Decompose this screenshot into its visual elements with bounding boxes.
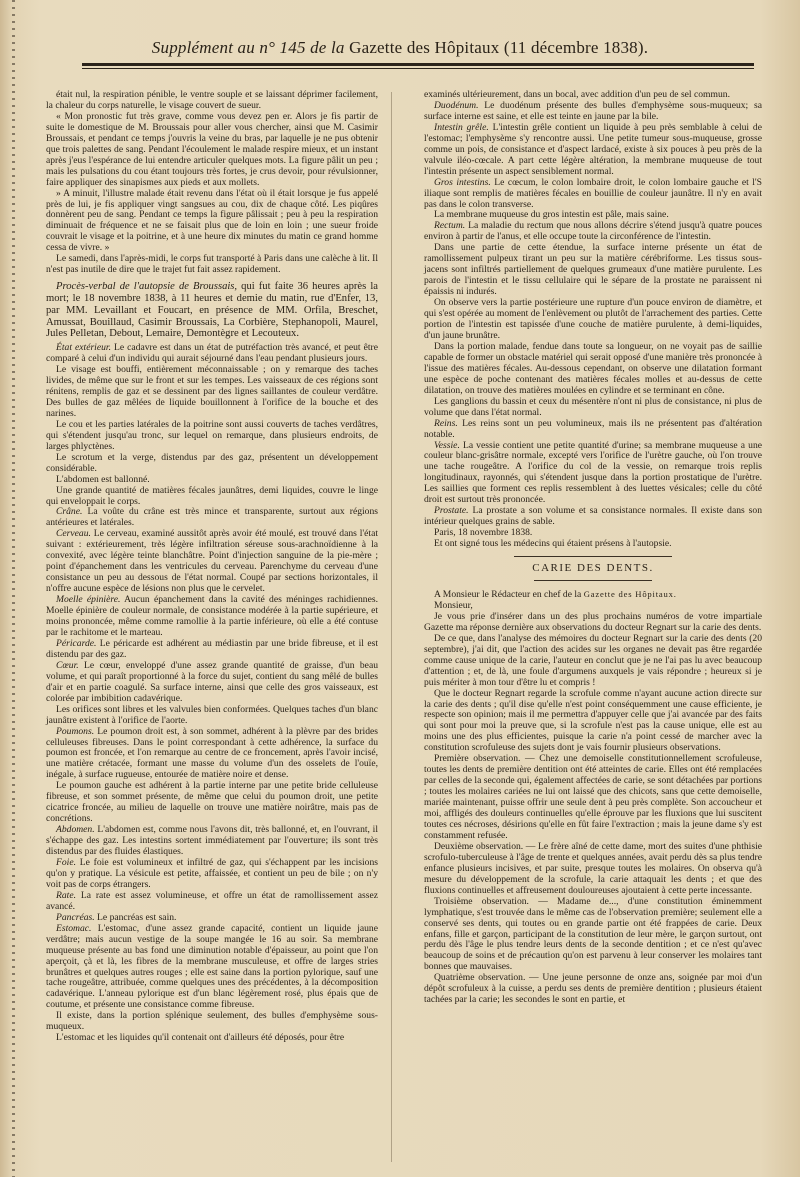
paragraph [424, 419, 762, 441]
section-label: Intestin grêle. [434, 121, 489, 133]
paragraph: L'abdomen est ballonné. [56, 473, 150, 485]
paragraph: De ce que, dans l'analyse des mémoires du docteur Regnart sur la carie des dents (20 septembre), j'ai dit, que l'action des acides sur les organes ne devait pas être regardée comme cause unique de la carie, l'auteur en conclut que je ne l'ai pas lu avec beaucoup d'attention ; et, de là, une foule d'argumens auxquels je vais répondre ; heureux si je puis mériter à mon tour d'être lu et compris ! [424, 632, 762, 688]
section-label: Crâne. [56, 506, 83, 518]
left-column [46, 90, 378, 1044]
paragraph: Troisième observation. — Madame de..., d'une constitution éminemment lymphatique, s'est trouvée dans le même cas de l'observation première; seulement elle a conservé ses dents, qui toutes ou en grande partie ont été frappées de carie. Deux enfans, fille et garçon, participant de la constitution de leur mère, le garçon surtout, ont perdu dès l'âge le plus tendre leurs dents de la seconde dentition ; et ce n'est qu'avec beaucoup de soins et de précaution qu'on est parvenu à leur conserver les molaires tant bonnes que mauvaises. [424, 895, 762, 973]
article-title: CARIE DES DENTS. [532, 562, 654, 575]
page-header [0, 38, 800, 58]
section-text: Aucun épanchement dans la cavité des méninges rachidiennes. Moelle épinière de couleur normale, de consistance modérée à la partie supérieure, et moins prononcée, même comme ramollie à la partie inférieure, où elle a été contuse par le rachitome et le marteau. [46, 594, 378, 638]
paragraph: Le visage est bouffi, entièrement méconnaissable ; on y remarque des taches livides, de même que sur le front et sur les tempes. Les vaisseaux de ces régions sont rénitens, remplis de gaz et se dessinent par des lignes saillantes de couleur verdâtre. Des bulles de gaz mêlées de liquide bouillonnent à l'orifice de la bouche et des narines. [46, 364, 378, 419]
paragraph: Les orifices sont libres et les valvules bien conformées. Quelques taches d'un blanc jaunâtre existent à l'orifice de l'aorte. [46, 703, 378, 726]
section-text: Le péricarde est adhérent au médiastin par une bride fibreuse, et il est distendu par des gaz. [46, 637, 378, 660]
section-text: Le cœcum, le colon lombaire droit, le colon lombaire gauche et l'S iliaque sont remplis de matières fécales en bouillie de couleur jaunâtre. Il n'y en avait pas dans le colon transverse. [424, 176, 762, 210]
section-text: La rate est assez volumineuse, et offre un état de ramollissement assez avancé. [46, 889, 378, 912]
section-text: Le cœur, enveloppé d'une assez grande quantité de graisse, d'un beau volume, et qui paraît proportionné à la force du sujet, contient du sang mêlé de bulles d'air et en partie coagulé. Sa surface interne, ainsi que celle des gros vaisseaux, est colorée par imbibition cadavérique. [46, 659, 379, 704]
report-date: Paris, 18 novembre 1838. [434, 527, 533, 539]
section-text: Le foie est volumineux et infiltré de gaz, qui s'échappent par les incisions qu'on y pratique. La vésicule est petite, affaissée, et contient un peu de bile ; on n'y voit pas de corps étrangers. [46, 856, 378, 890]
section-label: Rectum. [434, 220, 466, 232]
section-text: La voûte du crâne est très mince et transparente, surtout aux régions antérieures et latérales. [46, 506, 378, 529]
section-text: La prostate a son volume et sa consistance normales. Il existe dans son intérieur quelques grains de sable. [424, 505, 762, 528]
section-label: État extérieur. [56, 342, 111, 354]
section-label: Gros intestins. [434, 176, 491, 188]
header-rule-thin [82, 68, 754, 69]
paragraph [46, 639, 378, 661]
paragraph: Il existe, dans la portion splénique seulement, des bulles d'emphysème sous-muqueux. [46, 1010, 378, 1033]
section-text: La vessie contient une petite quantité d'urine; sa membrane muqueuse a une couleur blanc-grisâtre normale, excepté vers l'orifice de l'urètre gauche, où l'on trouve une tache rougeâtre. A l'orifice du col de la vessie, on remarque trois replis longitudinaux, rayonnés, qui s'étendent jusque dans la portion prostatique de l'urètre. Les saillies que forment ces replis ressemblent à des luettes vésicales; celle du côté droit est surtout très prononcée. [424, 439, 762, 506]
letter-salutation: Monsieur, [434, 599, 473, 611]
article-rule-bottom [534, 580, 652, 581]
header-gazette: Gazette des Hôpitaux (11 décembre 1838). [349, 38, 649, 57]
paragraph: Le poumon gauche est adhérent à la partie interne par une petite bride celluleuse fibreuse, et son sommet présente, de même que celui du poumon droit, une petite cicatrice froncée, au milieu de laquelle on trouve une matière noirâtre, mais pas de concrétions. [46, 780, 378, 825]
paragraph: Deuxième observation. — Le frère aîné de cette dame, mort des suites d'une phthisie scrofulo-tuberculeuse à l'âge de trente et quelques années, avait perdu dès sa plus tendre enfance plusieurs incisives, et par suite, presque toutes les molaires. On observa qu'à mesure du développement de la scrofule, la carie attaquait les dents ; et que des fluxions continuelles et affreusement douloureuses ajoutaient à cette perte incessante. [424, 840, 762, 896]
paragraph [46, 661, 378, 705]
paragraph [424, 178, 762, 211]
header-supplement: Supplément au n° 145 de la [151, 38, 345, 57]
autopsy-intro: qui fut faite 36 heures après la mort; le 18 novembre 1838, à 11 heures et demie du matin, rue d'Enfer, 13, par MM. Levaillant et Foucart, en présence de MM. Orfila, Breschet, Amussat, Bouillaud, Casimir Broussais, La Corbière, Stephanopoli, Maurel, Jules Pelletan, Debout, Lemaire, Demontègre et Lecouteux. [46, 281, 378, 340]
autopsy-heading [46, 281, 378, 340]
section-label: Poumons. [56, 725, 95, 737]
paragraph [424, 123, 762, 178]
section-text: Le cadavre est dans un état de putréfaction très avancé, et peut être comparé à celui d'un individu qui aurait séjourné dans l'eau pendant plusieurs jours. [46, 342, 378, 365]
paragraph: Que le docteur Regnart regarde la scrofule comme n'ayant aucune action directe sur la carie des dents ; qu'il dise qu'elle n'est point conséquemment une cause efficiente, je respecte son opinion; mais il me permettra d'appuyer celle que j'ai avancée par des faits qui sont pour moi la preuve que, si la scrofule n'est pas la cause unique, elle est au moins une des plus efficientes, puisque la carie n'a point cessé de marcher avec la constitution scrofuleuse des sujets dont je vais fournir plusieurs observations. [424, 687, 762, 754]
paragraph: Une grande quantité de matières fécales jaunâtres, demi liquides, couvre le linge qui enveloppait le corps. [46, 484, 378, 507]
paragraph: La membrane muqueuse du gros intestin est pâle, mais saine. [434, 209, 669, 221]
section-text: L'intestin grêle contient un liquide à peu près semblable à celui de l'estomac; l'emphysème s'y rencontre aussi. Une petite tumeur sous-muqueuse, grosse comme un pois, de consistance et d'aspect lardacé, existe à six pouces à peu près de la valvule iléo-cœcale. A part cette légère altération, la membrane muqueuse de tout l'intestin présente un aspect sensiblement normal. [424, 121, 762, 177]
paragraph: était nul, la respiration pénible, le ventre souple et se laissant déprimer facilement, la chaleur du corps naturelle, le visage couvert de sueur. [46, 89, 378, 111]
paragraph [46, 924, 378, 1012]
section-text: Le duodénum présente des bulles d'emphysème sous-muqueux; sa surface interne est saine, et elle est teinte en jaune par la bile. [424, 99, 762, 122]
section-label: Pancréas. [56, 911, 95, 923]
section-text: Le cerveau, examiné aussitôt après avoir été moulé, est trouvé dans l'état suivant : extérieurement, très légère infiltration séreuse sous-arachnoïdienne à la convexité, avec légère teinte blanchâtre. Point d'injection sanguine de la pie-mère ; point d'épanchement dans les ventricules du cerveau. Parenchyme du cerveau d'une consistance un peu au dessous de l'état normal. Coupé par sections horizontales, il n'offre aucune espèce de lésions non plus que le cervelet. [46, 528, 378, 595]
section-label: Cœur. [56, 659, 79, 671]
section-label: Cerveau. [56, 528, 91, 540]
paragraph: Le samedi, dans l'après-midi, le corps fut transporté à Paris dans une calèche à lit. Il n'est pas inutile de dire que le trajet fut fait assez rapidement. [46, 253, 378, 276]
paragraph: Le cou et les parties latérales de la poitrine sont aussi couverts de taches verdâtres, qui s'étendent jusqu'au tronc, sur lequel on remarque, dans plusieurs endroits, de larges phlyctènes. [46, 418, 378, 452]
paragraph [424, 101, 762, 123]
paragraph [46, 825, 378, 858]
autopsy-title: Procès-verbal de l'autopsie de Broussais, [56, 281, 238, 293]
article-rule-top [514, 556, 672, 557]
section-label: Abdomen. [56, 824, 95, 836]
section-label: Prostate. [434, 505, 469, 517]
paragraph [46, 343, 378, 365]
binding-edge [12, 0, 15, 1177]
paragraph: examinés ultérieurement, dans un bocal, avec addition d'un peu de sel commun. [424, 89, 730, 100]
section-text: La maladie du rectum que nous allons décrire s'étend jusqu'à quatre pouces environ à partir de l'anus, et elle occupe toute la circonférence de l'intestin. [424, 220, 762, 243]
address-text: A Monsieur le Rédacteur en chef de la [434, 588, 582, 600]
paragraph: Dans une partie de cette étendue, la surface interne présente un état de ramollissement pulpeux tirant un peu sur la matière cérébriforme. Les tissus sous-jacens sont infiltrés partiellement de quelques grumeaux d'une matière purulente. Les parois de l'intestin et le tissu cellulaire qui le sépare de la prostate ne paraissent ni épaissis ni indurés. [424, 242, 762, 298]
paragraph [46, 891, 378, 913]
report-signatures: Et ont signé tous les médecins qui étaient présens à l'autopsie. [434, 538, 672, 550]
paragraph: L'estomac et les liquides qu'il contenait ont d'ailleurs été déposés, pour être [56, 1032, 345, 1044]
section-text: Le pancréas est sain. [97, 911, 177, 923]
paragraph [424, 221, 762, 243]
section-label: Duodénum. [434, 99, 479, 111]
section-label: Moelle épinière. [56, 594, 121, 606]
paragraph [46, 858, 378, 891]
section-label: Péricarde. [56, 637, 97, 649]
section-text: Les reins sont un peu volumineux, mais ils ne présentent pas d'altération notable. [424, 417, 762, 440]
section-label: Vessie. [434, 439, 460, 451]
header-rule-thick [82, 63, 754, 66]
paragraph: Première observation. — Chez une demoiselle constitutionnellement scrofuleuse, toutes les dents de première dentition ont été atteintes de carie. Elles ont été remplacées par celles de la seconde qui, également affectées de carie, se sont détachées par portions ; toutes les molaires cariées ne lui ont laissé que des chicots, sans que cette demoiselle, mariée maintenant, puisse offrir une seule dent à peu près complète. Son accoucheur et moi, affligés des douleurs continuelles qu'elle éprouve par les fluxions que lui suscitent toutes ces nécroses, désirions qu'elle en fût faire l'extraction ; mais la jeune dame s'y est constamment refusée. [424, 753, 762, 841]
letter-address [424, 589, 762, 601]
section-label: Reins. [434, 417, 458, 429]
paragraph: Je vous prie d'insérer dans un des plus prochains numéros de votre impartiale Gazette ma réponse dernière aux observations du docteur Regnart sur la carie des dents. [424, 610, 762, 633]
section-text: L'estomac, d'une assez grande capacité, contient un liquide jaune verdâtre; mais aucun vestige de la soupe mangée le 16 au soir. Sa membrane muqueuse présente au bas fond une diminution notable d'épaisseur, au point que l'on aperçoit, çà et là, les fibres de la membrane musculeuse, et offre de larges stries brunâtres et quelques autres rouges ; elle est saine dans la portion pylorique, sauf une tache rougeâtre, attribuée, comme quelques unes des précédentes, à la décomposition cadavérique. L'anneau pylorique est d'un blanc légèrement rosé, plus épais que de coutume, et présente une consistance comme fibreuse. [46, 922, 378, 1011]
paragraph [46, 529, 378, 595]
paragraph [46, 507, 378, 529]
section-label: Rate. [56, 889, 76, 901]
section-text: L'abdomen est, comme nous l'avons dit, très ballonné, et, en l'ouvrant, il s'échappe des gaz. Les intestins sortent immédiatement par l'ouverture; ils sont très distendus par des fluides élastiques. [46, 824, 378, 858]
paragraph: On observe vers la partie postérieure une rupture d'un pouce environ de diamètre, et qui s'est opérée au moment de l'enlèvement ou plutôt de l'arrachement des parties. Cette portion de l'intestin est tapissée d'une couche de matière purulente, à demi-liquides, d'un jaune brunâtre. [424, 297, 762, 341]
paragraph [424, 441, 762, 507]
paragraph: Les ganglions du bassin et ceux du mésentère n'ont ni plus de consistance, ni plus de volume que dans l'état normal. [424, 395, 762, 418]
paragraph: Le scrotum et la verge, distendus par des gaz, présentent un développement considérable. [46, 451, 378, 474]
section-label: Estomac. [56, 922, 92, 934]
section-text: Le poumon droit est, à son sommet, adhérent à la plèvre par des brides celluleuses fibreuses. Dans le point correspondant à cette adhérence, la surface du poumon est froncée, et l'on remarque au centre de ce froncement, après l'avoir incisé, une matière crétacée, formant une masse du volume d'un des osselets de l'ouïe, inégale, à surface rugueuse, entourée de matière noire et dense. [46, 725, 378, 781]
paragraph: » A minuit, l'illustre malade était revenu dans l'état où il était lorsque je fus appelé près de lui, je fis appliquer vingt sangsues au cou, dix de chaque côté. Les piqûres donnèrent peu de sang. Pendant ce temps la figure pâlissait ; peu à peu la respiration diminuait de fréquence et ne se faisait plus que de loin en loin ; une sueur froide couvrait le visage et la poitrine, et à une heure dix minutes du matin ce grand homme cessa de vivre. » [46, 187, 378, 254]
paragraph [46, 727, 378, 782]
paragraph [46, 595, 378, 639]
paragraph [424, 506, 762, 528]
paragraph: Dans la portion malade, fendue dans toute sa longueur, on ne voyait pas de saillie capable de former un obstacle matériel qui serait opposé d'une manière très prononcée à l'issue des matières fécales. Au-dessous cependant, on observe une dilatation formant une espèce de poche contenant des matières fécales molles et au-dessus de cette dilatation, on trouve des matières moulées en cylindre et se terminant en cône. [424, 340, 762, 396]
address-gazette: Gazette des Hôpitaux. [583, 588, 677, 599]
right-column [424, 90, 762, 1006]
paragraph: Quatrième observation. — Une jeune personne de onze ans, soignée par moi d'un dépôt scrofuleux à la cuisse, a perdu ses dents de première dentition ; plusieurs étaient tachées par la carie; les secondes le sont en partie, et [424, 972, 762, 1006]
section-label: Foie. [56, 856, 76, 868]
column-divider [391, 92, 392, 1162]
paragraph: « Mon pronostic fut très grave, comme vous devez pen er. Alors je fis partir de suite le domestique de M. Broussais pour aller vous chercher, ainsi que M. Casimir Broussais, et pendant ce temps j'ouvris la veine du bras, par laquelle je ne pus obtenir que trois palettes de sang. Pendant l'écoulement le malade respire mieux, et un instant après j'eus l'espérance de lui entendre articuler quelques mots. La figure pâlit un peu ; mais les pulsations du cou étant toujours très fortes, je crus devoir, pour révulsionner, faire appliquer des sinapismes aux pieds et aux mollets. [46, 110, 378, 188]
